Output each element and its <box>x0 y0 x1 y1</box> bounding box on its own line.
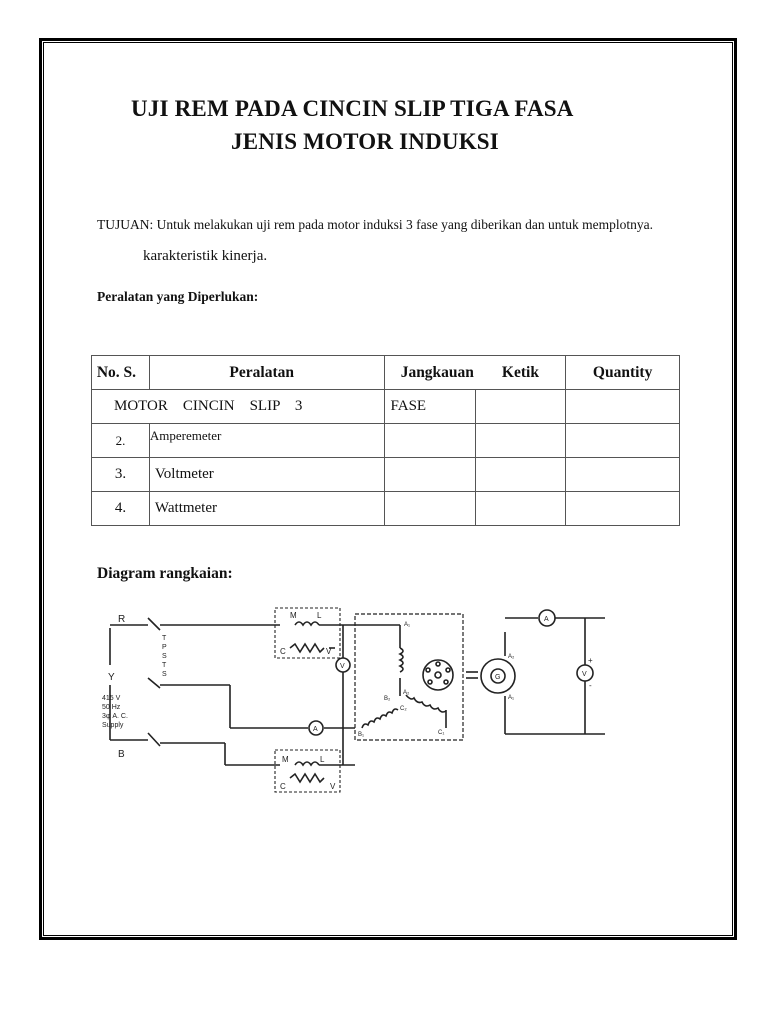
table-row <box>92 390 680 424</box>
row1-quantity <box>566 390 680 424</box>
switch-label-5: S <box>162 671 167 678</box>
row4-equipment: Wattmeter <box>149 492 384 526</box>
switch-label-4: T <box>162 662 167 669</box>
header-range: Jangkauan <box>384 356 476 390</box>
terminal-a1: A₁ <box>404 622 411 628</box>
page-title-line1: UJI REM PADA CINCIN SLIP TIGA FASA <box>131 96 574 121</box>
terminal-b2: B₂ <box>384 696 391 702</box>
row1-range: FASE <box>384 390 476 424</box>
objective-text: TUJUAN: Untuk melakukan uji rem pada motor induksi 3 fase yang diberikan dan untuk memplotnya. <box>97 217 654 232</box>
table-row <box>92 458 680 492</box>
label-r: R <box>118 614 126 625</box>
slip-ring-outer <box>423 660 453 690</box>
row4-quantity <box>566 492 680 526</box>
row4-range <box>384 492 476 526</box>
header-type: Ketik <box>476 356 566 390</box>
wattmeter-bottom-m: M <box>282 755 289 764</box>
supply-label-frequency: 50 Hz <box>102 704 121 711</box>
table-row <box>92 492 680 526</box>
equipment-table <box>91 355 680 526</box>
generator-terminal-a1: A₁ <box>508 695 515 701</box>
terminal-c2: C₂ <box>400 706 407 712</box>
stator-winding-a <box>400 648 403 672</box>
dc-plus-label: + <box>588 656 593 665</box>
row1-equipment: MOTOR CINCIN SLIP 3 <box>92 390 385 424</box>
objective-text-continued: karakteristik kinerja. <box>143 248 268 264</box>
row2-type <box>476 424 566 458</box>
supply-label-voltage: 415 V <box>102 695 121 702</box>
wattmeter-top-current-coil <box>295 622 319 625</box>
row3-range <box>384 458 476 492</box>
stator-winding-b <box>362 709 398 728</box>
wattmeter-bottom-c: C <box>280 782 286 791</box>
row1-type <box>476 390 566 424</box>
row3-equipment: Voltmeter <box>149 458 384 492</box>
row2-range <box>384 424 476 458</box>
generator-terminal-a2: A₂ <box>508 654 515 660</box>
row2-quantity <box>566 424 680 458</box>
wattmeter-bottom-pressure-coil <box>290 774 324 782</box>
wattmeter-top-l: L <box>317 611 322 620</box>
generator-label: G <box>495 674 501 681</box>
dc-minus-label: - <box>589 681 592 690</box>
label-b: B <box>118 749 125 760</box>
label-y: Y <box>108 672 115 683</box>
table-header-row <box>92 356 680 390</box>
switch-blade-r <box>148 618 160 630</box>
wattmeter-top-c: C <box>280 647 286 656</box>
switch-blade-y <box>148 678 160 688</box>
page-title-line2: JENIS MOTOR INDUKSI <box>231 129 499 154</box>
row3-no: 3. <box>92 458 150 492</box>
equipment-heading: Peralatan yang Diperlukan: <box>97 289 259 304</box>
wattmeter-top-m: M <box>290 611 297 620</box>
wattmeter-bottom-l: L <box>320 755 325 764</box>
dc-ammeter-label: A <box>544 616 549 623</box>
row2-equipment: Amperemeter <box>149 424 384 458</box>
row4-type <box>476 492 566 526</box>
terminal-b1: B₁ <box>358 732 365 738</box>
switch-label-2: P <box>162 644 167 651</box>
dc-voltmeter-label: V <box>582 671 587 678</box>
wattmeter-top-pressure-coil <box>290 644 324 652</box>
header-equipment: Peralatan <box>149 356 384 390</box>
header-no: No. S. <box>92 356 150 390</box>
switch-blade-b <box>148 733 160 746</box>
diagram-heading: Diagram rangkaian: <box>97 565 233 582</box>
wattmeter-top-v: V <box>326 647 332 656</box>
wattmeter-bottom-v: V <box>330 782 336 791</box>
header-quantity: Quantity <box>566 356 680 390</box>
row2-no: 2. <box>92 424 150 458</box>
row3-type <box>476 458 566 492</box>
table-row <box>92 424 680 458</box>
row4-no: 4. <box>92 492 150 526</box>
voltmeter-label: V <box>340 663 345 670</box>
wattmeter-bottom-current-coil <box>295 762 319 765</box>
row3-quantity <box>566 458 680 492</box>
terminal-a2: A₂ <box>403 690 410 696</box>
switch-label-1: T <box>162 635 167 642</box>
circuit-diagram <box>100 600 620 800</box>
supply-label-phase: 3φ A. C. <box>102 713 128 720</box>
stator-winding-c <box>406 695 446 712</box>
switch-label-3: S <box>162 653 167 660</box>
terminal-c1: C₁ <box>438 730 445 736</box>
supply-label-supply: Supply <box>102 722 124 729</box>
ammeter-label: A <box>313 726 318 733</box>
